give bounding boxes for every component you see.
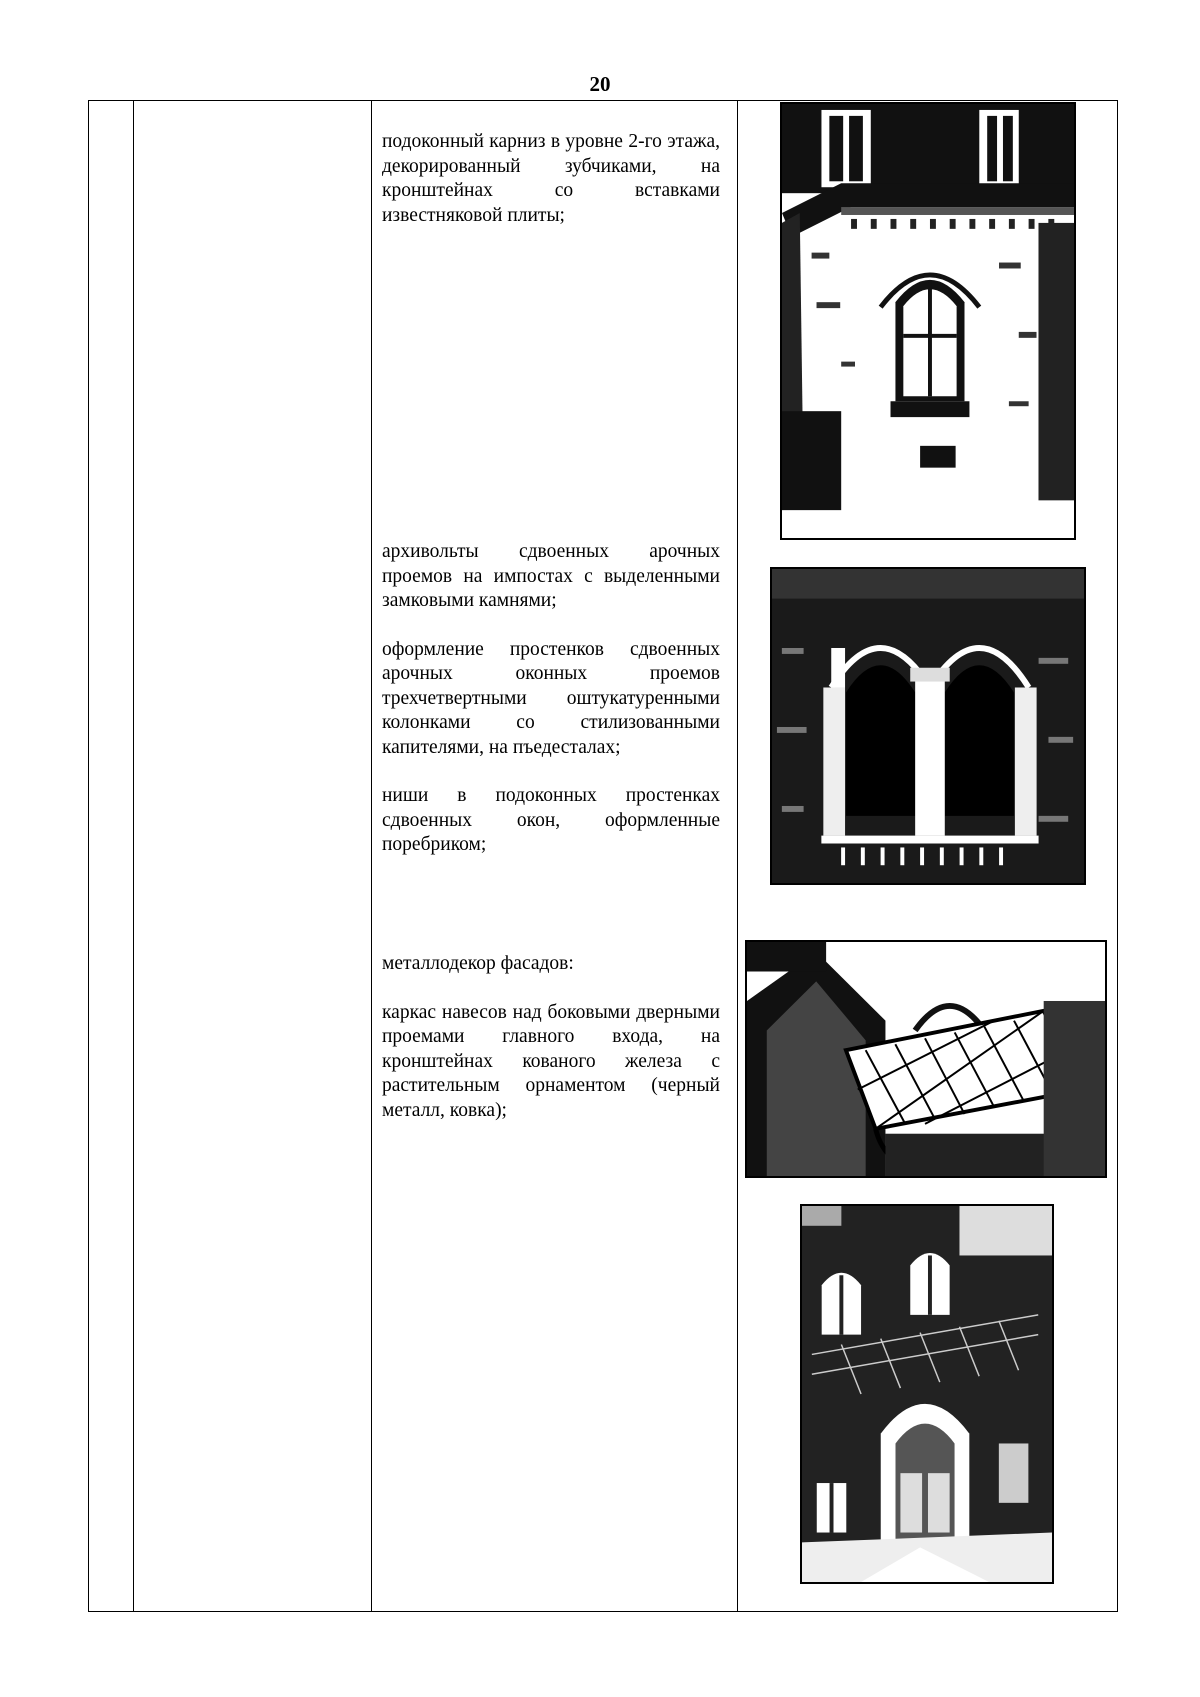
column-divider-1 [133,101,134,1611]
description-text-block-3 [382,952,720,1147]
paragraph-canopy: каркас навесов над боковыми дверными проемами главного входа, на кронштейнах кованого железа с растительным орнаментом (черный металл, ковка); [382,1001,720,1121]
paragraph-niches: ниши в подоконных простенках сдвоенных окон, оформленные поребриком; [382,785,720,855]
paragraph-cornice: подоконный карниз в уровне 2-го этажа, декорированный зубчиками, на кронштейнах со вставками известняковой плиты; [382,131,720,226]
column-divider-3 [737,101,738,1611]
photo-twin-arched-windows [770,567,1086,885]
paragraph-archivolts: архивольты сдвоенных арочных проемов на импостах с выделенными замковыми камнями; [382,541,720,611]
photo-facade-corner-cornice [780,102,1076,540]
photo-entrance-canopy [745,940,1107,1178]
paragraph-metal-decor: металлодекор фасадов: [382,953,574,974]
photo-main-entrance [800,1204,1054,1584]
page-number: 20 [589,72,611,96]
description-text-block-1 [382,130,720,252]
paragraph-columns: оформление простенков сдвоенных арочных оконных проемов трехчетвертными оштукатуренными колонками со стилизованными капителями, на пъедесталах; [382,638,720,758]
description-text-block-2 [382,540,720,882]
column-divider-2 [371,101,372,1611]
